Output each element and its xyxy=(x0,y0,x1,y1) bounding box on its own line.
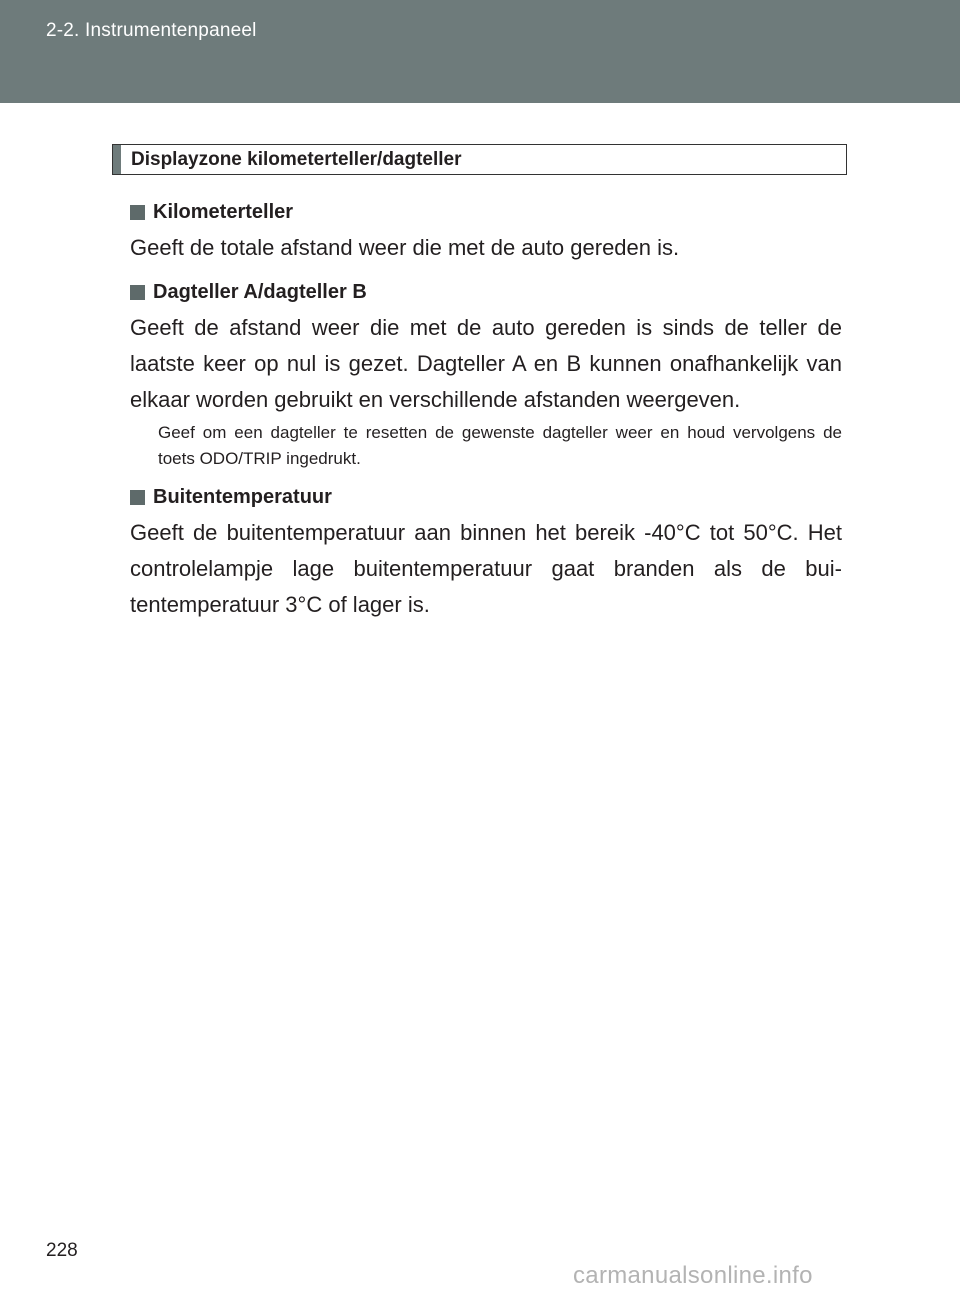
section-title-accent-bar xyxy=(113,145,121,174)
paragraph-buitentemperatuur: Geeft de buitentemperatuur aan binnen het bereik -40°C tot 50°C. Het controlelampje lage buitentemperatuur gaat branden als de bui-tentemperatuur 3°C of lager is. xyxy=(130,520,842,617)
square-bullet-icon xyxy=(130,285,145,300)
header-band xyxy=(0,0,960,103)
watermark: carmanualsonline.info xyxy=(573,1262,813,1289)
section-title-box xyxy=(112,144,847,175)
square-bullet-icon xyxy=(130,205,145,220)
paragraph-kilometerteller: Geeft de totale afstand weer die met de auto gereden is. xyxy=(130,235,680,260)
subheading-text: Kilometerteller xyxy=(153,201,294,223)
header-section-title: 2-2. Instrumentenpaneel xyxy=(46,20,257,41)
square-bullet-icon xyxy=(130,490,145,505)
subheading-buitentemperatuur xyxy=(130,486,332,509)
subheading-text: Buitentemperatuur xyxy=(153,486,332,508)
subheading-dagteller xyxy=(130,281,367,304)
paragraph-dagteller: Geeft de afstand weer die met de auto gereden is sinds de teller de laatste keer op nul is gezet. Dagteller A en B kunnen onafhankelijk van elkaar worden gebruikt en verschillende afstanden weergeven. xyxy=(130,315,842,412)
subheading-text: Dagteller A/dagteller B xyxy=(153,281,367,303)
section-title: Displayzone kilometerteller/dagteller xyxy=(131,149,462,170)
note-dagteller-reset: Geef om een dagteller te resetten de gewenste dagteller weer en houd vervolgens de toets ODO/TRIP ingedrukt. xyxy=(158,423,842,468)
page-number: 228 xyxy=(46,1240,78,1261)
subheading-kilometerteller xyxy=(130,201,293,224)
